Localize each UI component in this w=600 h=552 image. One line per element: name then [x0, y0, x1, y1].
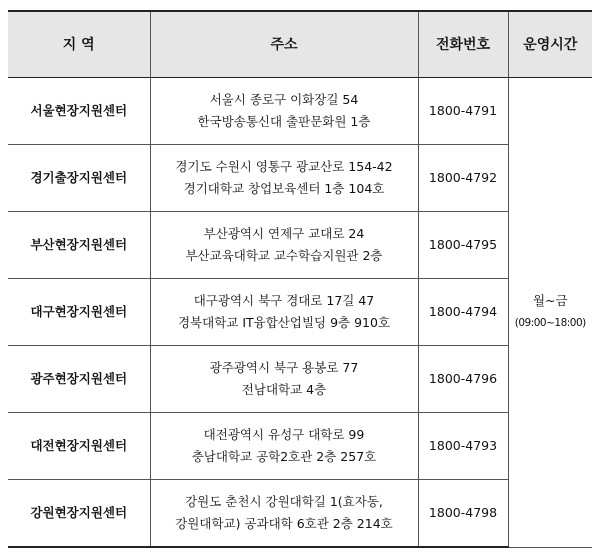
address-line-2: 전남대학교 4층	[241, 382, 327, 398]
address-line-1: 대구광역시 북구 경대로 17길 47	[193, 292, 375, 308]
header-address: 주소	[150, 11, 418, 77]
support-center-table	[8, 10, 592, 548]
address-cell	[150, 413, 418, 480]
phone-cell: 1800-4796	[418, 346, 508, 413]
address-cell	[150, 278, 418, 345]
phone-cell: 1800-4793	[418, 413, 508, 480]
header-hours: 운영시간	[508, 11, 592, 77]
table-row	[8, 413, 592, 480]
table-row	[8, 480, 592, 547]
header-phone: 전화번호	[418, 11, 508, 77]
address-line-1: 대전광역시 유성구 대학로 99	[203, 427, 365, 443]
address-line-2: 충남대학교 공학2호관 2층 257호	[191, 449, 377, 465]
hours-days: 월~금	[532, 293, 568, 308]
address-line-1: 강원도 춘천시 강원대학길 1(효자동,	[185, 494, 383, 510]
address-cell	[150, 211, 418, 278]
address-line-1: 경기도 수원시 영통구 광교산로 154-42	[175, 158, 393, 174]
table-row	[8, 77, 592, 144]
header-row	[8, 11, 592, 77]
address-cell	[150, 77, 418, 144]
address-line-2: 한국방송통신대 출판문화원 1층	[197, 113, 371, 129]
region-cell: 경기출장지원센터	[8, 144, 150, 211]
region-cell: 서울현장지원센터	[8, 77, 150, 144]
region-cell: 강원현장지원센터	[8, 480, 150, 547]
address-line-2: 부산교육대학교 교수학습지원관 2층	[185, 247, 383, 263]
table-row	[8, 346, 592, 413]
hours-time: (09:00~18:00)	[514, 317, 586, 329]
region-cell: 광주현장지원센터	[8, 346, 150, 413]
phone-cell: 1800-4794	[418, 278, 508, 345]
address-line-1: 광주광역시 북구 용봉로 77	[209, 360, 359, 376]
header-region: 지 역	[8, 11, 150, 77]
hours-cell	[508, 77, 592, 547]
address-line-2: 경북대학교 IT융합산업빌딩 9층 910호	[177, 314, 391, 330]
address-line-2: 경기대학교 창업보육센터 1층 104호	[183, 180, 385, 196]
table-row	[8, 278, 592, 345]
region-cell: 부산현장지원센터	[8, 211, 150, 278]
address-line-1: 서울시 종로구 이화장길 54	[209, 91, 359, 107]
region-cell: 대구현장지원센터	[8, 278, 150, 345]
region-cell: 대전현장지원센터	[8, 413, 150, 480]
phone-cell: 1800-4791	[418, 77, 508, 144]
phone-cell: 1800-4798	[418, 480, 508, 547]
phone-cell: 1800-4792	[418, 144, 508, 211]
phone-cell: 1800-4795	[418, 211, 508, 278]
address-line-2: 강원대학교) 공과대학 6호관 2층 214호	[175, 516, 393, 532]
address-cell	[150, 346, 418, 413]
table-row	[8, 211, 592, 278]
table-row	[8, 144, 592, 211]
address-cell	[150, 144, 418, 211]
address-cell	[150, 480, 418, 547]
address-line-1: 부산광역시 연제구 교대로 24	[203, 225, 365, 241]
